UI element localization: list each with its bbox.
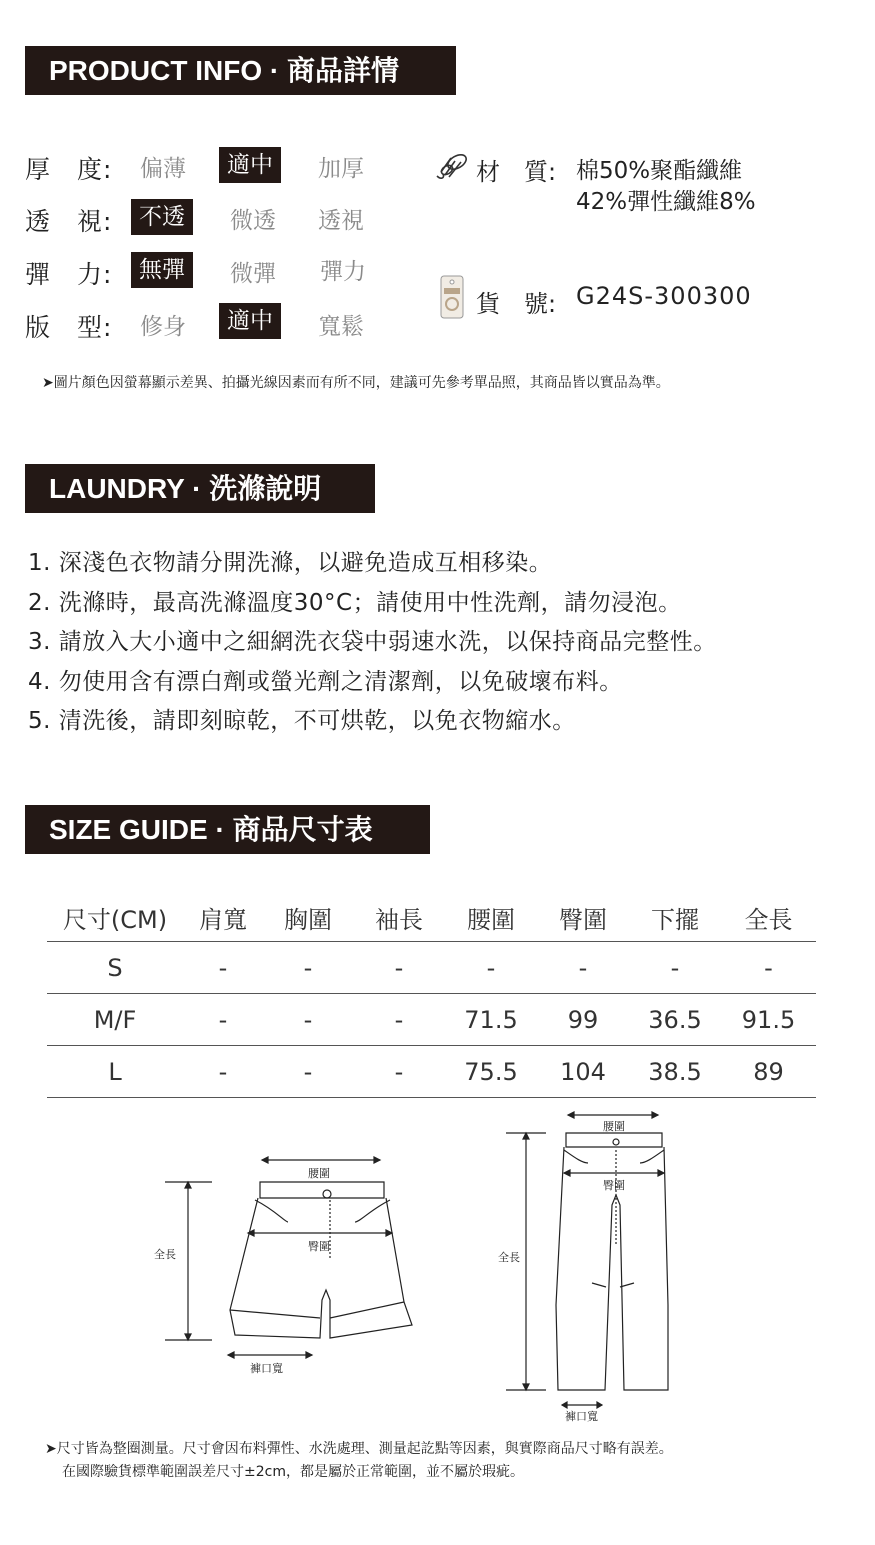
table-cell: 99 (537, 994, 629, 1046)
size-guide-header: SIZE GUIDE · 商品尺寸表 (25, 805, 430, 854)
table-cell: - (183, 1046, 263, 1098)
opt-fit-1-selected: 適中 (219, 303, 281, 339)
opt-transparency-2: 透視 (318, 208, 364, 234)
color-note-text: 圖片顏色因螢幕顯示差異、拍攝光線因素而有所不同，建議可先參考單品照，其商品皆以實品為準。 (53, 375, 670, 391)
laundry-header: LAUNDRY · 洗滌說明 (25, 464, 375, 513)
sku-value: G24S-300300 (576, 282, 752, 310)
shorts-diagram (140, 1150, 430, 1385)
opt-transparency-0-selected: 不透 (131, 199, 193, 235)
shorts-waist-label: 腰圍 (308, 1167, 330, 1180)
table-cell: - (183, 942, 263, 994)
laundry-item-4: 4. 勿使用含有漂白劑或螢光劑之清潔劑，以免破壞布料。 (28, 669, 623, 695)
table-cell: M/F (47, 994, 183, 1046)
table-cell: L (47, 1046, 183, 1098)
table-cell: - (445, 942, 537, 994)
col-shoulder: 肩寬 (183, 893, 263, 942)
col-sleeve: 袖長 (353, 893, 445, 942)
table-cell: - (537, 942, 629, 994)
table-cell: - (353, 1046, 445, 1098)
opt-thickness-2: 加厚 (318, 156, 364, 182)
pants-length-label: 全長 (498, 1251, 520, 1264)
size-table (47, 893, 816, 1098)
laundry-item-1: 1. 深淺色衣物請分開洗滌，以避免造成互相移染。 (28, 550, 553, 576)
opt-fit-2: 寬鬆 (318, 314, 364, 340)
opt-fit-0: 修身 (140, 314, 186, 340)
table-row (47, 1046, 816, 1098)
arrow-icon: ➤ (45, 1441, 57, 1457)
shorts-length-label: 全長 (154, 1248, 176, 1261)
opt-thickness-0: 偏薄 (140, 156, 186, 182)
color-note (42, 372, 670, 392)
size-table-header-row (47, 893, 816, 942)
table-cell: - (353, 942, 445, 994)
laundry-item-2: 2. 洗滌時，最高洗滌溫度30°C；請使用中性洗劑，請勿浸泡。 (28, 590, 682, 616)
yarn-spool-icon (435, 150, 471, 182)
col-hip: 臀圍 (537, 893, 629, 942)
sku-label: 貨 號: (476, 290, 557, 318)
table-cell: 89 (721, 1046, 816, 1098)
laundry-item-5: 5. 清洗後，請即刻晾乾，不可烘乾，以免衣物縮水。 (28, 708, 576, 734)
attr-label-fit: 版 型: (25, 313, 113, 342)
pants-diagram (490, 1105, 690, 1425)
opt-elasticity-1: 微彈 (230, 261, 276, 287)
table-cell: 36.5 (629, 994, 721, 1046)
table-cell: - (183, 994, 263, 1046)
col-size: 尺寸(CM) (47, 893, 183, 942)
table-row (47, 994, 816, 1046)
col-chest: 胸圍 (263, 893, 353, 942)
opt-thickness-1-selected: 適中 (219, 147, 281, 183)
col-waist: 腰圍 (445, 893, 537, 942)
table-cell: S (47, 942, 183, 994)
col-length: 全長 (721, 893, 816, 942)
table-cell: 91.5 (721, 994, 816, 1046)
table-cell: 104 (537, 1046, 629, 1098)
table-cell: 75.5 (445, 1046, 537, 1098)
size-footnote-1-text: 尺寸皆為整圈測量。尺寸會因布料彈性、水洗處理、測量起訖點等因素，與實際商品尺寸略有誤差。 (56, 1441, 673, 1457)
table-cell: - (629, 942, 721, 994)
table-cell: - (353, 994, 445, 1046)
attr-label-transparency: 透 視: (25, 207, 113, 236)
table-cell: - (263, 1046, 353, 1098)
table-cell: - (721, 942, 816, 994)
product-info-header: PRODUCT INFO · 商品詳情 (25, 46, 456, 95)
tag-icon (439, 274, 465, 320)
attr-label-elasticity: 彈 力: (25, 260, 113, 289)
pants-hem-label: 褲口寬 (565, 1410, 598, 1423)
table-cell: - (263, 994, 353, 1046)
material-label: 材 質: (476, 158, 557, 186)
col-hem: 下擺 (629, 893, 721, 942)
material-line-1: 棉50%聚酯纖維 (576, 158, 743, 184)
shorts-hem-label: 褲口寬 (250, 1362, 283, 1375)
laundry-item-3: 3. 請放入大小適中之細網洗衣袋中弱速水洗，以保持商品完整性。 (28, 629, 717, 655)
pants-hip-label: 臀圍 (603, 1179, 625, 1192)
table-row (47, 942, 816, 994)
table-cell: 71.5 (445, 994, 537, 1046)
opt-transparency-1: 微透 (230, 208, 276, 234)
pants-waist-label: 腰圍 (603, 1120, 625, 1133)
size-footnote-2: 在國際驗貨標準範圍誤差尺寸±2cm，都是屬於正常範圍，並不屬於瑕疵。 (62, 1464, 524, 1480)
table-cell: 38.5 (629, 1046, 721, 1098)
shorts-hip-label: 臀圍 (308, 1240, 330, 1253)
opt-elasticity-2: 彈力 (320, 259, 366, 285)
material-line-2: 42%彈性纖維8% (576, 189, 756, 215)
arrow-icon: ➤ (42, 375, 54, 391)
table-cell: - (263, 942, 353, 994)
size-footnote-1 (45, 1438, 673, 1458)
opt-elasticity-0-selected: 無彈 (131, 252, 193, 288)
attr-label-thickness: 厚 度: (25, 155, 113, 184)
